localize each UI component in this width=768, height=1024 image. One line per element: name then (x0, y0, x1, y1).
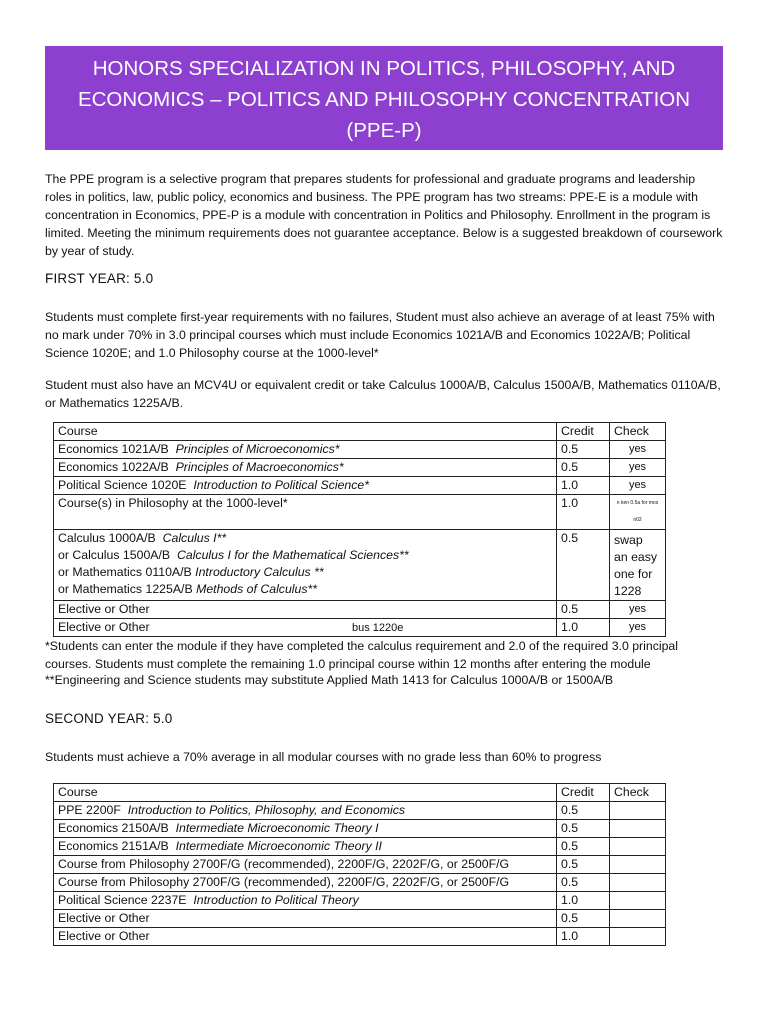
check-cell (610, 892, 666, 910)
course-cell: PPE 2200F Introduction to Politics, Philosophy, and Economics (54, 802, 557, 820)
credit-cell: 0.5 (557, 459, 610, 477)
credit-cell: 1.0 (557, 477, 610, 495)
first-year-math-requirement: Student must also have an MCV4U or equivalent credit or take Calculus 1000A/B, Calculus 1500A/B, Mathematics 0110A/B, or Mathematics 1225A/B. (45, 378, 721, 410)
course-cell: Economics 2150A/B Intermediate Microeconomic Theory I (54, 820, 557, 838)
table-row (54, 441, 666, 459)
header-credit: Credit (557, 423, 610, 441)
course-cell: Elective or Other (54, 601, 557, 619)
course-cell: Course from Philosophy 2700F/G (recommended), 2200F/G, 2202F/G, or 2500F/G (54, 856, 557, 874)
check-cell (610, 802, 666, 820)
table-header-row (54, 784, 666, 802)
table-row (54, 928, 666, 946)
table-row (54, 856, 666, 874)
check-cell: yes (610, 441, 666, 459)
table-row (54, 820, 666, 838)
table-row (54, 459, 666, 477)
credit-cell: 0.5 (557, 874, 610, 892)
title-line-3: (PPE-P) (346, 119, 422, 142)
intro-paragraph: The PPE program is a selective program that prepares students for professional and graduate programs and leadership roles in politics, law, public policy, economics and business. The PPE program has two streams: PPE-E is a module with concentration in Economics, PPE-P is a module with concentration in Politics and Philosophy. Enrollment in the program is limited. Meeting the minimum requirements does not guarantee acceptance. Below is a suggested breakdown of coursework by year of study. (45, 172, 723, 258)
credit-cell: 1.0 (557, 892, 610, 910)
course-cell: Course(s) in Philosophy at the 1000-level* (54, 495, 557, 530)
credit-cell: 0.5 (557, 856, 610, 874)
check-cell: swap an easy one for 1228 (610, 530, 666, 601)
table-row (54, 601, 666, 619)
check-cell: n ken 0.5a for mos n02 (610, 495, 666, 530)
first-year-heading: FIRST YEAR: 5.0 (45, 271, 154, 286)
course-cell: Economics 1022A/B Principles of Macroeconomics* (54, 459, 557, 477)
credit-cell: 0.5 (557, 838, 610, 856)
course-cell: Political Science 2237E Introduction to Political Theory (54, 892, 557, 910)
credit-cell: 0.5 (557, 530, 610, 601)
course-cell: Elective or Other (54, 928, 557, 946)
course-cell: Elective or Other (54, 910, 557, 928)
check-cell: yes (610, 619, 666, 637)
table-row (54, 874, 666, 892)
credit-cell: 0.5 (557, 441, 610, 459)
table-row (54, 838, 666, 856)
table-row (54, 910, 666, 928)
course-cell: Course from Philosophy 2700F/G (recommended), 2200F/G, 2202F/G, or 2500F/G (54, 874, 557, 892)
table-header-row (54, 423, 666, 441)
first-year-requirement: Students must complete first-year requirements with no failures, Student must also achieve an average of at least 75% with no mark under 70% in 3.0 principal courses which must include Economics 1021A/B and Economics 1022A/B; Political Science 1020E; and 1.0 Philosophy course at the 1000-level* (45, 310, 715, 360)
credit-cell: 0.5 (557, 820, 610, 838)
course-cell: Elective or Other bus 1220e (54, 619, 557, 637)
course-cell: Political Science 1020E Introduction to Political Science* (54, 477, 557, 495)
check-cell: yes (610, 459, 666, 477)
header-check: Check (610, 423, 666, 441)
header-check: Check (610, 784, 666, 802)
check-cell (610, 856, 666, 874)
footnote-1: *Students can enter the module if they have completed the calculus requirement and 2.0 of the required 3.0 principal courses. Students must complete the remaining 1.0 principal course within 12 months after entering the module (45, 639, 678, 671)
first-year-table (53, 422, 666, 637)
check-cell (610, 928, 666, 946)
title-line-2: ECONOMICS – POLITICS AND PHILOSOPHY CONCENTRATION (77, 88, 691, 111)
header-course: Course (54, 423, 557, 441)
course-cell: Calculus 1000A/B Calculus I** or Calculus 1500A/B Calculus I for the Mathematical Sciences** or Mathematics 0110A/B Introductory Calculus ** or Mathematics 1225A/B Methods of Calculus** (54, 530, 557, 601)
course-cell: Economics 1021A/B Principles of Microeconomics* (54, 441, 557, 459)
handwritten-note: bus 1220e (352, 622, 404, 634)
check-cell (610, 874, 666, 892)
header-credit: Credit (557, 784, 610, 802)
title-line-1: HONORS SPECIALIZATION IN POLITICS, PHILOSOPHY, AND (92, 57, 676, 80)
table-row (54, 892, 666, 910)
credit-cell: 0.5 (557, 910, 610, 928)
title-banner (45, 46, 723, 150)
credit-cell: 0.5 (557, 802, 610, 820)
table-row (54, 495, 666, 530)
footnote-2: **Engineering and Science students may substitute Applied Math 1413 for Calculus 1000A/B or 1500A/B (45, 673, 614, 687)
course-cell: Economics 2151A/B Intermediate Microeconomic Theory II (54, 838, 557, 856)
check-cell (610, 838, 666, 856)
check-cell: yes (610, 477, 666, 495)
table-row-calculus (54, 530, 666, 601)
credit-cell: 1.0 (557, 495, 610, 530)
check-cell: yes (610, 601, 666, 619)
header-course: Course (54, 784, 557, 802)
check-cell (610, 820, 666, 838)
check-cell (610, 910, 666, 928)
second-year-requirement: Students must achieve a 70% average in all modular courses with no grade less than 60% to progress (45, 750, 602, 764)
table-row (54, 619, 666, 637)
second-year-heading: SECOND YEAR: 5.0 (45, 711, 173, 726)
table-row (54, 802, 666, 820)
credit-cell: 1.0 (557, 619, 610, 637)
credit-cell: 1.0 (557, 928, 610, 946)
table-row (54, 477, 666, 495)
second-year-table (53, 783, 666, 946)
credit-cell: 0.5 (557, 601, 610, 619)
